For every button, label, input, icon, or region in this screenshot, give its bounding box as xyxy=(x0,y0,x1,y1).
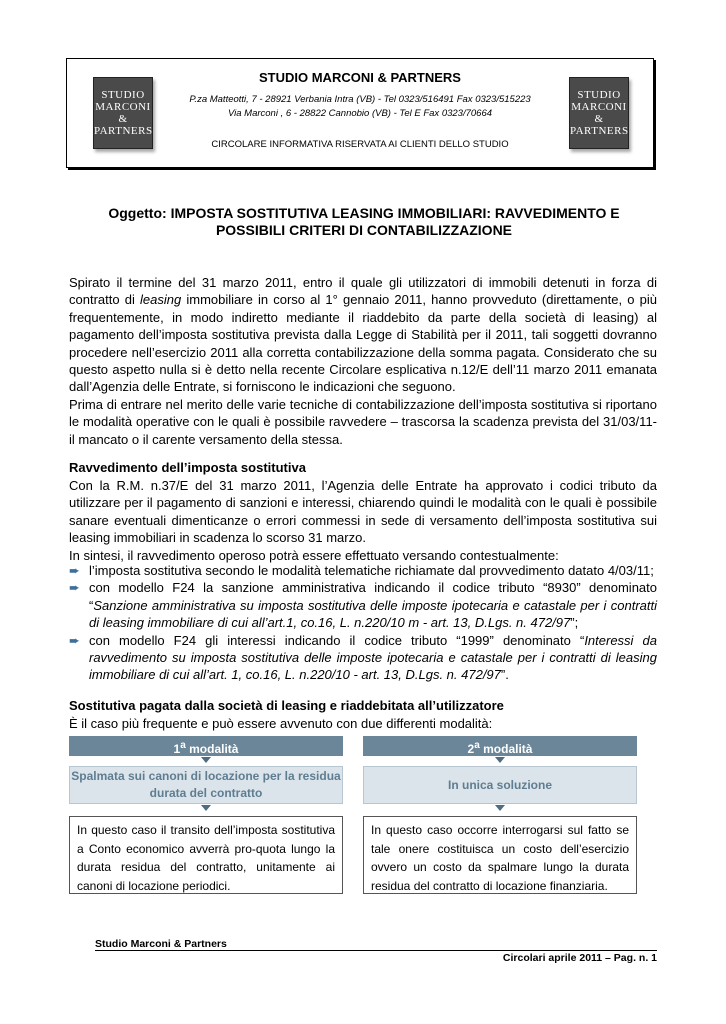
logo-line: & PARTNERS xyxy=(570,113,629,137)
logo-line: STUDIO xyxy=(101,89,145,101)
mode-2-header xyxy=(363,736,637,756)
mode-number-sup: a xyxy=(474,740,480,751)
list-item-text: con modello F24 gli interessi indicando il codice tributo “1999” denominato “ xyxy=(89,632,585,648)
logo-line: MARCONI xyxy=(571,101,627,113)
mode-2-explanation: In questo caso occorre interrogarsi sul fatto se tale onere costituisca un costo dell’esercizio ovvero un costo da spalmare lungo la durata residua del contratto di locazione finanziaria. xyxy=(363,816,637,894)
mode-label: modalità xyxy=(479,742,533,756)
footer-page-info: Circolari aprile 2011 – Pag. n. 1 xyxy=(502,952,657,964)
mode-1-explanation: In questo caso il transito dell’imposta sostitutiva a Conto economico avverrà pro-quota lungo la durata residua del contratto, unitamente ai canoni di locazione periodici. xyxy=(69,816,343,894)
list-item xyxy=(69,562,657,579)
list-item-text: l’imposta sostitutiva secondo le modalità telematiche richiamate dal provvedimento datato 4/03/11; xyxy=(89,563,654,578)
letterhead-address-1: P.za Matteotti, 7 - 28921 Verbania Intra (VB) - Tel 0323/516491 Fax 0323/515223 xyxy=(189,94,531,105)
list-item-italic: Sanzione amministrativa su imposta sostitutiva delle imposte ipotecaria e catastale per i contratti di leasing immobiliare di cui all’art.1, co.16, L. n.220/10 m - art. 13, D.Lgs. n. 472/97 xyxy=(89,597,657,631)
footer-studio-name: Studio Marconi & Partners xyxy=(95,938,227,950)
mode-1-description: Spalmata sui canoni di locazione per la residua durata del contratto xyxy=(69,766,343,804)
list-item-italic: Interessi da ravvedimento su imposta sostitutiva delle imposte ipotecaria e catastale per i contratti di leasing immobiliare di cui all’art. 1, co.16, L. n.220/10 - art. 13, D.Lgs. n. 472/97 xyxy=(89,632,657,683)
intro-italic-term: leasing xyxy=(140,292,182,308)
sostitutiva-paragraph: È il caso più frequente e può essere avvenuto con due differenti modalità: xyxy=(69,716,493,731)
list-item xyxy=(69,632,657,684)
right-arrow-icon: ➨ xyxy=(69,563,80,578)
subject-heading: Oggetto: IMPOSTA SOSTITUTIVA LEASING IMMOBILIARI: RAVVEDIMENTO E POSSIBILI CRITERI DI CONTABILIZZAZIONE xyxy=(108,205,620,238)
section-heading-ravvedimento: Ravvedimento dell’imposta sostitutiva xyxy=(69,460,306,475)
list-item-text: ”. xyxy=(500,667,509,683)
mode-number-sup: a xyxy=(180,740,186,751)
intro-text: Spirato il termine del 31 marzo 2011, entro il quale gli utilizzatori di immobili detenuti in forza di contratto di xyxy=(69,275,657,308)
paragraph-text: Con la R.M. n.37/E del 31 marzo 2011, l’Agenzia delle Entrate ha approvato i codici tributo da utilizzare per il pagamento di sanzioni e interessi, chiarendo quindi le modalità con le quali è possibile sanare eventuali dimenticanze o errori commessi in sede di versamento dell’imposta sostitutiva sui leasing immobiliari in scadenza lo scorso 31 marzo. xyxy=(69,478,657,546)
list-item-text: ”; xyxy=(570,615,579,631)
intro-paragraph xyxy=(69,274,657,448)
mode-label: modalità xyxy=(185,742,239,756)
mode-number: 1 xyxy=(173,742,181,756)
right-arrow-icon: ➨ xyxy=(69,580,80,596)
triangle-down-icon xyxy=(201,757,211,763)
list-item-text: con modello F24 la sanzione amministrativa indicando il codice tributo “8930” denominato “ xyxy=(89,580,657,613)
triangle-down-icon xyxy=(201,805,211,811)
logo-line: & PARTNERS xyxy=(94,113,153,137)
letterhead-circular-note: CIRCOLARE INFORMATIVA RISERVATA AI CLIENTI DELLO STUDIO xyxy=(211,139,509,150)
letterhead-title: STUDIO MARCONI & PARTNERS xyxy=(259,70,461,85)
ravvedimento-paragraph xyxy=(69,477,657,564)
mode-1-header xyxy=(69,736,343,756)
logo-line: STUDIO xyxy=(577,89,621,101)
triangle-down-icon xyxy=(495,805,505,811)
studio-logo-right xyxy=(569,77,629,149)
mode-2-description: In unica soluzione xyxy=(363,766,637,804)
mode-number: 2 xyxy=(467,742,475,756)
triangle-down-icon xyxy=(495,757,505,763)
intro-text-2: Prima di entrare nel merito delle varie tecniche di contabilizzazione dell’imposta sostitutiva si riportano le modalità operative con le quali è possibile ravvedere – trascorsa la scadenza prevista del 31/03/11- il mancato o il carente versamento della stessa. xyxy=(69,396,657,447)
letterhead-box xyxy=(66,58,654,168)
right-arrow-icon: ➨ xyxy=(69,632,80,648)
list-item xyxy=(69,579,657,631)
footer-divider xyxy=(95,950,657,951)
intro-text: immobiliare in corso al 1° gennaio 2011, hanno provveduto (direttamente, o più frequentemente, in modo indiretto mediante il riaddebito da parte della società di leasing) al pagamento dell’imposta sostitutiva prevista dalla Legge di Stabilità per il 2011, tali soggetti dovranno procedere nell’esercizio 2011 alla corretta contabilizzazione della somma pagata. Considerato che su questo aspetto nulla si è detto nella recente Circolare esplicativa n.12/E dell’11 marzo 2011 emanata dall’Agenzia delle Entrate, si forniscono le indicazioni che seguono. xyxy=(69,292,657,395)
section-heading-sostitutiva: Sostitutiva pagata dalla società di leasing e riaddebitata all’utilizzatore xyxy=(69,698,504,713)
paragraph-text: In sintesi, il ravvedimento operoso potrà essere effettuato versando contestualmente: xyxy=(69,547,559,563)
letterhead-address-2: Via Marconi , 6 - 28822 Cannobio (VB) - Tel E Fax 0323/70664 xyxy=(227,108,493,119)
ravvedimento-bullet-list xyxy=(69,562,657,684)
logo-line: MARCONI xyxy=(95,101,151,113)
